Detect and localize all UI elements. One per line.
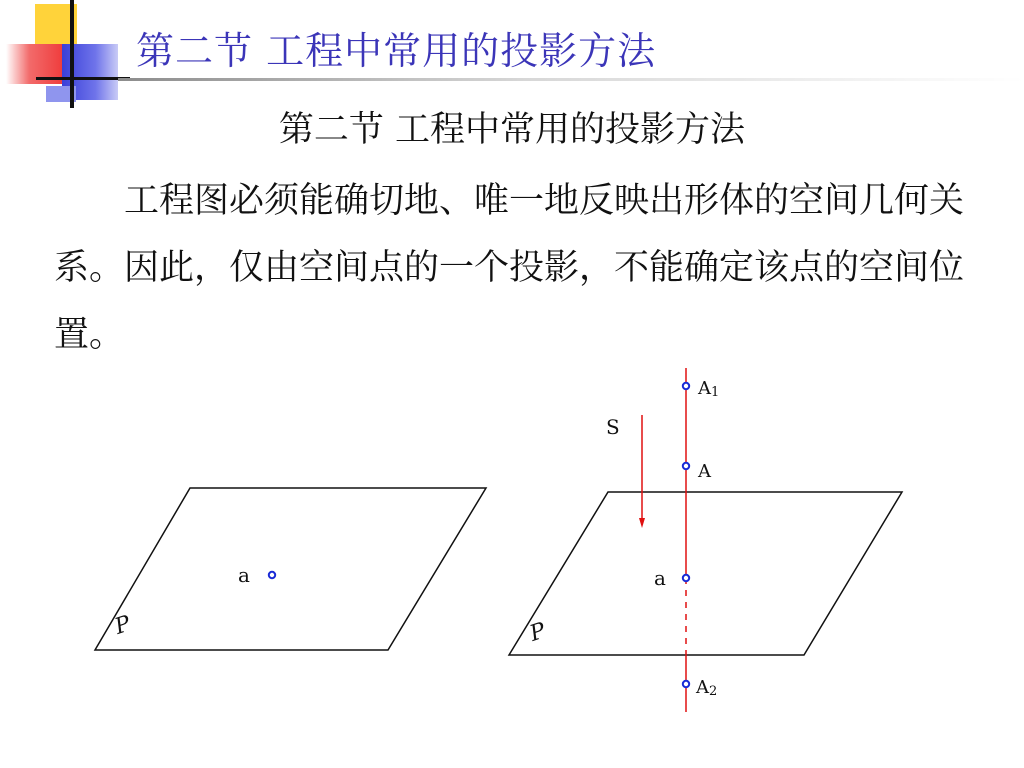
direction-label: S — [606, 415, 620, 439]
point-a2-label: A2 — [696, 677, 718, 699]
decor-line-vertical — [70, 0, 74, 108]
point-projection-label: a — [654, 566, 666, 590]
point-a1 — [683, 383, 689, 389]
title-decoration — [0, 0, 130, 110]
point-a2 — [683, 681, 689, 687]
point-a-label: A — [698, 461, 711, 482]
left-point-a — [269, 572, 275, 578]
direction-arrow-head — [639, 518, 645, 528]
left-projection-plane — [95, 488, 486, 650]
right-projection-plane — [509, 492, 902, 655]
title-underline — [118, 78, 1024, 81]
point-projection-a — [683, 575, 689, 581]
decor-line-horizontal — [36, 77, 130, 80]
left-diagram — [95, 488, 486, 650]
body-paragraph: 工程图必须能确切地、唯一地反映出形体的空间几何关系。因此，仅由空间点的一个投影，不能确定该点的空间位置。 — [54, 181, 965, 355]
slide-title: 第二节 工程中常用的投影方法 — [136, 29, 657, 73]
point-a — [683, 463, 689, 469]
content-heading: 第二节 工程中常用的投影方法 — [278, 110, 746, 150]
projection-figure — [0, 360, 1024, 768]
right-plane-label: P — [526, 618, 549, 647]
left-plane-label: P — [111, 611, 134, 640]
left-point-label: a — [238, 563, 250, 587]
right-diagram — [509, 368, 902, 712]
point-a1-label: A1 — [698, 378, 720, 400]
